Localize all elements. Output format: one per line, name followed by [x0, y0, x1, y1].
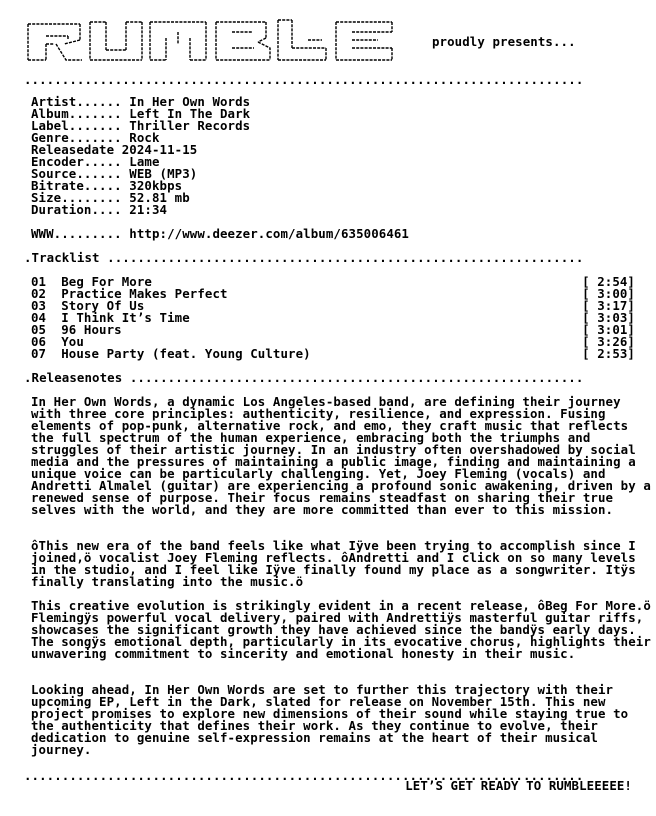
track-row: 02 Practice Makes Perfect [ 3:00] [31, 286, 635, 301]
track-duration: [ 3:01] [582, 322, 635, 337]
releasenotes-paragraph-4: Looking ahead, In Her Own Words are set to further this trajectory with their upcoming EP, Left in the Dark, slated for release on November 15th. This new project promises to explore new dimensions of their sound while staying true to the authenticity that defines their work. As they continue to evolve, their dedication to genuine self-expression remains at the heart of their musical journey. [31, 682, 629, 757]
releasenotes-paragraph-1: In Her Own Words, a dynamic Los Angeles-based band, are defining their journey with three core principles: authenticity, resilience, and expression. Fusing elements of pop-punk, alternative rock, and emo, they craft music that reflects the full spectrum of the human experience, embracing both the triumphs and struggles of their artistic journey. In an industry often overshadowed by social media and the pressures of maintaining a public image, finding and maintaining a unique voice can be particularly challenging. Yet, Joey Fleming (vocals) and Andretti Almalel (guitar) are experiencing a profound sonic awakening, driven by a renewed sense of purpose. Their focus remains steadfast on sharing their true selves with the world, and they are more committed than ever to this mission. [31, 394, 651, 517]
info-row-bitrate: Bitrate..... 320kbps [31, 178, 183, 193]
info-row-encoder: Encoder..... Lame [31, 154, 160, 169]
track-row: 06 You [ 3:26] [31, 334, 635, 349]
releasenotes-heading: .Releasenotes ............................................................ [24, 370, 584, 385]
track-row: 07 House Party (feat. Young Culture) [ 2:53] [31, 346, 635, 361]
info-row-artist: Artist...... In Her Own Words [31, 94, 251, 109]
presents-text: proudly presents... [432, 34, 576, 49]
track-duration: [ 3:03] [582, 310, 635, 325]
track-row: 03 Story Of Us [ 3:17] [31, 298, 635, 313]
track-row: 01 Beg For More [ 2:54] [31, 274, 635, 289]
track-duration: [ 3:17] [582, 298, 635, 313]
track-row: 04 I Think It’s Time [ 3:03] [31, 310, 635, 325]
info-row-source: Source...... WEB (MP3) [31, 166, 198, 181]
track-duration: [ 3:26] [582, 334, 635, 349]
releasenotes-paragraph-3: This creative evolution is strikingly evident in a recent release, ôBeg For More.ö Flemingÿs powerful vocal delivery, paired with Andrettiÿs masterful guitar riffs, showcases the significant growth they have achieved since the bandÿs early days. The songÿs emotional depth, particularly in its evocative chorus, highlights their unwavering commitment to sincerity and emotional honesty in their music. [31, 598, 651, 661]
info-row-size: Size........ 52.81 mb [31, 190, 190, 205]
info-row-www: WWW......... http://www.deezer.com/album/635006461 [31, 226, 409, 241]
track-duration: [ 2:54] [582, 274, 635, 289]
track-row: 05 96 Hours [ 3:01] [31, 322, 635, 337]
track-duration: [ 3:00] [582, 286, 635, 301]
rumble-logo [26, 18, 398, 64]
releasenotes-paragraph-2: ôThis new era of the band feels like what Iÿve been trying to accomplish since I joined,ö vocalist Joey Fleming reflects. ôAndretti and I click on so many levels in the studio, and I feel like Iÿve finally found my place as a songwriter. Itÿs finally translating into the music.ö [31, 538, 636, 589]
album-url-link[interactable]: http://www.deezer.com/album/635006461 [129, 226, 409, 241]
info-row-genre: Genre....... Rock [31, 130, 160, 145]
info-row-album: Album....... Left In The Dark [31, 106, 251, 121]
track-duration: [ 2:53] [582, 346, 635, 361]
info-row-duration: Duration.... 21:34 [31, 202, 168, 217]
dotted-divider-bottom: .......................................................................... [24, 768, 584, 783]
info-row-label: Label....... Thriller Records [31, 118, 251, 133]
tracklist-heading: .Tracklist ............................................................... [24, 250, 584, 265]
info-row-releasedate: Releasedate 2024-11-15 [31, 142, 198, 157]
footer-tagline: LET’S GET READY TO RUMBLEEEEE! [405, 778, 632, 793]
dotted-divider-top: .......................................................................... [24, 72, 584, 87]
